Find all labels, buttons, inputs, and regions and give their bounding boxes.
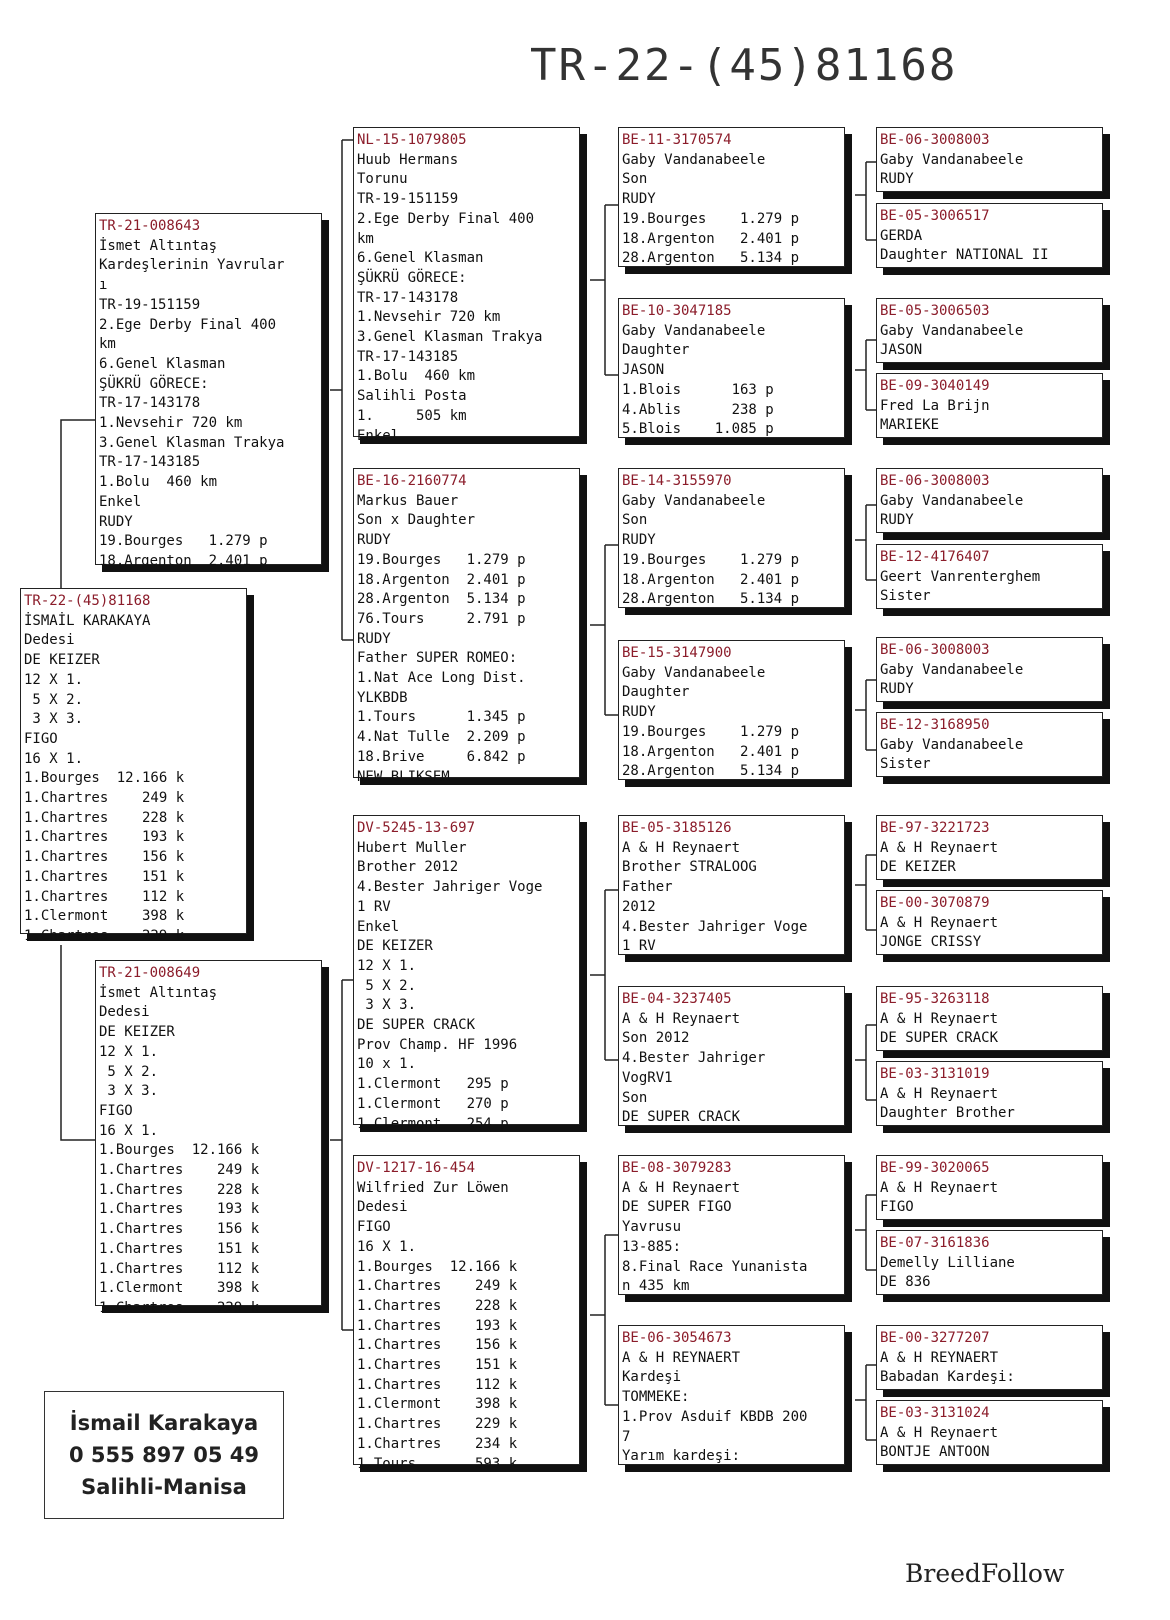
ring-number: BE-11-3170574 (622, 132, 732, 148)
pedigree-card-gggp-3[interactable] (876, 298, 1103, 363)
card-details (880, 151, 1098, 190)
pedigree-title: TR-22-(45)81168 (530, 40, 958, 91)
detail-line: 6.Genel Klasman (357, 250, 484, 267)
ring-number: BE-05-3006503 (880, 303, 990, 319)
pedigree-card-subject[interactable] (20, 588, 247, 944)
detail-line: 10 x 1. (357, 1056, 417, 1073)
detail-line: 4.Bester Jahriger Voge (357, 879, 543, 896)
detail-line: 1.Chartres 156 k (357, 1337, 518, 1354)
detail-line: A & H Reynaert (880, 1179, 999, 1196)
ring-number: BE-05-3185126 (622, 820, 732, 836)
detail-line: 5 X 2. (24, 691, 84, 708)
detail-line: 1.Chartres 228 k (357, 1297, 518, 1314)
owner-name: İsmail Karakaya (69, 1411, 259, 1435)
detail-line: FIGO (99, 1102, 133, 1119)
detail-line: JONGE CRISSY (880, 934, 982, 951)
detail-line: RUDY (357, 532, 391, 549)
detail-line: Gaby Vandanabeele (880, 322, 1024, 339)
ring-number: BE-06-3008003 (880, 642, 990, 658)
detail-line: 1.Nat Ace Long Dist. (357, 670, 526, 687)
card-details (99, 237, 317, 572)
detail-line: RUDY (622, 191, 656, 208)
pedigree-card-gggp-16[interactable] (876, 1400, 1103, 1465)
detail-line: 19.Bourges 1.279 p (99, 533, 268, 550)
detail-line: Yarım kardeşi: (622, 1448, 741, 1465)
detail-line: TOMMEKE: (622, 1389, 690, 1406)
detail-line: ŞÜKRÜ GÖRECE: (357, 269, 467, 286)
detail-line: Daughter Brother (880, 1105, 1015, 1122)
ring-number: BE-03-3131019 (880, 1066, 990, 1082)
contact-box (44, 1391, 284, 1519)
ring-number: BE-07-3161836 (880, 1235, 990, 1251)
detail-line: 1.Chartres 193 k (357, 1317, 518, 1334)
detail-line: 1.Chartres 151 k (357, 1357, 518, 1374)
detail-line: 19.Bourges 1.279 p (357, 551, 526, 568)
detail-line: 1.Clermont 398 k (357, 1396, 518, 1413)
ring-number: BE-16-2160774 (357, 473, 467, 489)
detail-line: Brother 2012 (357, 859, 459, 876)
detail-line: 1.Chartres 112 k (357, 1376, 518, 1393)
detail-line: DE KEIZER (99, 1024, 175, 1041)
detail-line: 1 RV (622, 938, 656, 955)
pedigree-card-ggp-8[interactable] (618, 1325, 845, 1465)
pedigree-card-gggp-11[interactable] (876, 986, 1103, 1051)
detail-line: A & H Reynaert (622, 1010, 741, 1027)
detail-line: 6.Genel Klasman (99, 355, 226, 372)
detail-line: Gaby Vandanabeele (880, 492, 1024, 509)
ring-number: BE-14-3155970 (622, 473, 732, 489)
detail-line: RUDY (880, 171, 914, 188)
detail-line: DE SUPER FIGO (622, 1199, 732, 1216)
detail-line: 12 X 1. (99, 1043, 159, 1060)
pedigree-card-gggp-5[interactable] (876, 468, 1103, 533)
detail-line: 1.Chartres 228 k (24, 809, 185, 826)
detail-line: Son x Daughter (357, 512, 476, 529)
detail-line: 5 X 2. (357, 977, 417, 994)
detail-line: Huub Hermans (357, 151, 459, 168)
card-details (622, 1179, 840, 1297)
detail-line: TR-19-151159 (357, 191, 459, 208)
footer-brand: BreedFollow (905, 1559, 1065, 1588)
card-details (880, 492, 1098, 531)
card-details (622, 664, 840, 782)
card-details (622, 492, 840, 610)
detail-line: 2.Ege Derby Final 400 (357, 210, 535, 227)
ring-number: BE-08-3079283 (622, 1160, 732, 1176)
detail-line: Enkel (357, 918, 400, 935)
detail-line: 13-885: (622, 1238, 682, 1255)
detail-line: 1.Chartres 249 k (99, 1162, 260, 1179)
detail-line: 3 X 3. (357, 997, 417, 1014)
detail-line: 28.Argenton 5.134 p (357, 591, 526, 608)
card-details (880, 1179, 1098, 1218)
detail-line: 1.Bourges 12.166 k (24, 770, 185, 787)
detail-line: Salihli Posta (357, 388, 467, 405)
pedigree-card-gggp-4[interactable] (876, 373, 1103, 438)
detail-line: 18.Argenton 2.401 p (357, 571, 526, 588)
detail-line: 1.Blois 163 p (622, 381, 774, 398)
ring-number: DV-5245-13-697 (357, 820, 476, 836)
detail-line: 1.Clermont 398 k (24, 908, 185, 925)
detail-line: A & H Reynaert (880, 914, 999, 931)
detail-line: FIGO (357, 1219, 391, 1236)
ring-number: BE-15-3147900 (622, 645, 732, 661)
detail-line: RUDY (622, 704, 656, 721)
detail-line: 1.Bourges 12.166 k (99, 1142, 260, 1159)
detail-line: 7 (622, 1428, 631, 1445)
detail-line: Gaby Vandanabeele (622, 492, 766, 509)
detail-line: 1 RV (357, 898, 391, 915)
detail-line: 4.Ablis 238 p (622, 401, 774, 418)
pedigree-card-gggp-13[interactable] (876, 1155, 1103, 1220)
detail-line: 28.Argenton 5.134 p (622, 591, 800, 608)
card-details (622, 839, 840, 957)
ring-number: BE-97-3221723 (880, 820, 990, 836)
detail-line: VogRV1 (622, 1069, 673, 1086)
detail-line: Babadan Kardeşi: (880, 1369, 1015, 1386)
detail-line: RUDY (880, 512, 914, 529)
detail-line: DE SUPER CRACK (622, 1109, 741, 1126)
card-details (880, 736, 1098, 775)
pedigree-card-ggp-6[interactable] (618, 986, 845, 1126)
detail-line: BONTJE ANTOON (880, 1444, 990, 1461)
detail-line: FIGO (880, 1199, 914, 1216)
detail-line: 1.Bourges 12.166 k (357, 1258, 518, 1275)
detail-line: Son 2012 (622, 1030, 690, 1047)
pedigree-card-gggp-8[interactable] (876, 712, 1103, 777)
card-details (880, 914, 1098, 953)
ring-number: TR-21-008649 (99, 965, 201, 981)
detail-line: 4.Bester Jahriger (622, 1050, 766, 1067)
detail-line: 1.Chartres 193 k (24, 829, 185, 846)
card-details (880, 397, 1098, 436)
detail-line: 16 X 1. (357, 1238, 417, 1255)
card-details (24, 612, 242, 947)
detail-line: 1.Bolu 460 km (357, 368, 476, 385)
detail-line: 19.Bourges 1.279 p (622, 210, 800, 227)
detail-line: 1.Chartres 151 k (99, 1240, 260, 1257)
detail-line: Brother STRALOOG (622, 859, 757, 876)
detail-line: MARIEKE (880, 417, 940, 434)
ring-number: BE-10-3047185 (622, 303, 732, 319)
detail-line: ŞÜKRÜ GÖRECE: (99, 375, 209, 392)
pedigree-card-gggp-2[interactable] (876, 203, 1103, 268)
card-details (880, 1424, 1098, 1463)
detail-line: 1.Bolu 460 km (99, 474, 218, 491)
ring-number: BE-06-3008003 (880, 132, 990, 148)
detail-line: 3.Genel Klasman Trakya (357, 329, 543, 346)
detail-line: 18.Argenton 2.401 p (99, 552, 268, 569)
detail-line: 1.Chartres 234 k (357, 1435, 518, 1452)
card-details (880, 1010, 1098, 1049)
ring-number: BE-06-3054673 (622, 1330, 732, 1346)
detail-line: Prov Champ. HF 1996 (357, 1036, 518, 1053)
detail-line: 1.Clermont 270 p (357, 1095, 509, 1112)
detail-line: GERDA (880, 227, 923, 244)
detail-line: İsmet Altıntaş (99, 984, 218, 1001)
detail-line: Gaby Vandanabeele (622, 664, 766, 681)
detail-line: İSMAİL KARAKAYA (24, 612, 151, 629)
detail-line: TR-17-143178 (99, 395, 201, 412)
ring-number: BE-00-3070879 (880, 895, 990, 911)
detail-line: Daughter (622, 684, 690, 701)
detail-line: RUDY (99, 513, 133, 530)
detail-line: 1.Chartres 112 k (99, 1260, 260, 1277)
detail-line: RUDY (357, 630, 391, 647)
detail-line: Sister (880, 588, 931, 605)
detail-line: 16 X 1. (24, 750, 84, 767)
ring-number: TR-22-(45)81168 (24, 593, 151, 609)
pedigree-card-gggp-9[interactable] (876, 815, 1103, 880)
detail-line: 1.Chartres 249 k (357, 1278, 518, 1295)
detail-line: TR-17-143185 (99, 454, 201, 471)
detail-line: 1.Tours 1.345 p (357, 709, 526, 726)
card-details (357, 1179, 575, 1475)
card-details (622, 1349, 840, 1467)
card-details (880, 661, 1098, 700)
detail-line: 1.Nevsehir 720 km (357, 309, 501, 326)
pedigree-card-gggp-15[interactable] (876, 1325, 1103, 1390)
detail-line: A & H Reynaert (622, 1179, 741, 1196)
detail-line: 5 X 2. (99, 1063, 159, 1080)
detail-line: İsmet Altıntaş (99, 237, 218, 254)
detail-line: 76.Tours 2.791 p (357, 610, 526, 627)
pedigree-card-grandsire-maternal[interactable] (353, 815, 580, 1132)
detail-line: 1.Chartres 112 k (24, 888, 185, 905)
detail-line: Father (622, 879, 673, 896)
ring-number: BE-12-4176407 (880, 549, 990, 565)
detail-line: 3.Genel Klasman Trakya (99, 434, 285, 451)
detail-line: YLKBDB (357, 689, 408, 706)
detail-line: A & H Reynaert (880, 839, 999, 856)
ring-number: NL-15-1079805 (357, 132, 467, 148)
card-details (357, 839, 575, 1135)
detail-line: Enkel (357, 427, 400, 444)
detail-line: n 435 km (622, 1278, 690, 1295)
detail-line: Dedesi (99, 1004, 150, 1021)
ring-number: BE-95-3263118 (880, 991, 990, 1007)
detail-line: km (357, 230, 374, 247)
detail-line: FIGO (24, 730, 58, 747)
pedigree-card-gggp-1[interactable] (876, 127, 1103, 192)
detail-line: Hubert Muller (357, 839, 467, 856)
detail-line: 18.Brive 6.842 p (357, 748, 526, 765)
detail-line: Wilfried Zur Löwen (357, 1179, 509, 1196)
detail-line: 1.Chartres 229 k (24, 927, 185, 944)
detail-line: 1.Clermont 295 p (357, 1076, 509, 1093)
detail-line: 1.Chartres 229 k (99, 1299, 260, 1316)
detail-line: A & H Reynaert (880, 1424, 999, 1441)
pedigree-card-sire[interactable] (95, 213, 322, 569)
detail-line: 1.Tours 593 k (357, 1455, 518, 1472)
card-details (880, 839, 1098, 878)
detail-line: DE KEIZER (880, 859, 956, 876)
detail-line: Demelly Lilliane (880, 1254, 1015, 1271)
detail-line: A & H Reynaert (880, 1085, 999, 1102)
detail-line: 1.Chartres 156 k (99, 1221, 260, 1238)
detail-line: Son (622, 171, 648, 188)
ring-number: BE-09-3040149 (880, 378, 990, 394)
detail-line: 12 X 1. (357, 957, 417, 974)
detail-line: DE SUPER CRACK (357, 1017, 476, 1034)
ring-number: BE-04-3237405 (622, 991, 732, 1007)
pedigree-card-gggp-14[interactable] (876, 1230, 1103, 1295)
pedigree-card-ggp-2[interactable] (618, 298, 845, 438)
detail-line: Torunu (357, 171, 408, 188)
card-details (880, 1254, 1098, 1293)
detail-line: 1.Chartres 193 k (99, 1201, 260, 1218)
detail-line: Father SUPER ROMEO: (357, 650, 518, 667)
detail-line: 28.Argenton 5.134 p (622, 763, 800, 780)
detail-line: Daughter NATIONAL II (880, 247, 1049, 264)
pedigree-card-ggp-5[interactable] (618, 815, 845, 955)
detail-line: DE KEIZER (24, 652, 100, 669)
card-details (99, 984, 317, 1319)
detail-line: JASON (880, 342, 923, 359)
detail-line: 1.Chartres 151 k (24, 868, 185, 885)
detail-line: 1.Nevsehir 720 km (99, 415, 243, 432)
detail-line: RUDY (880, 681, 914, 698)
ring-number: TR-21-008643 (99, 218, 201, 234)
detail-line: DE 836 (880, 1274, 931, 1291)
detail-line: Son (622, 512, 648, 529)
detail-line: 8.Final Race Yunanista (622, 1258, 808, 1275)
pedigree-card-ggp-4[interactable] (618, 640, 845, 780)
pedigree-card-gggp-12[interactable] (876, 1061, 1103, 1126)
detail-line: Yavrusu (622, 1219, 682, 1236)
detail-line: 18.Argenton 2.401 p (622, 230, 800, 247)
detail-line: Dedesi (357, 1199, 408, 1216)
detail-line: 1.Prov Asduif KBDB 200 (622, 1408, 808, 1425)
detail-line: Fred La Brijn (880, 397, 990, 414)
pedigree-card-ggp-3[interactable] (618, 468, 845, 608)
detail-line: 1.Chartres 229 k (357, 1416, 518, 1433)
detail-line: 5.Blois 1.085 p (622, 421, 774, 438)
ring-number: BE-00-3277207 (880, 1330, 990, 1346)
detail-line: Gaby Vandanabeele (880, 661, 1024, 678)
detail-line: Dedesi (24, 632, 75, 649)
detail-line: TR-19-151159 (99, 296, 201, 313)
card-details (880, 568, 1098, 607)
detail-line: 1.Chartres 249 k (24, 790, 185, 807)
detail-line: 12 X 1. (24, 671, 84, 688)
pedigree-card-gggp-7[interactable] (876, 637, 1103, 702)
detail-line: 18.Argenton 2.401 p (622, 743, 800, 760)
card-details (880, 1085, 1098, 1124)
owner-location: Salihli-Manisa (81, 1475, 247, 1499)
detail-line: 28.Argenton 5.134 p (622, 250, 800, 267)
detail-line: Gaby Vandanabeele (880, 151, 1024, 168)
detail-line: 18.Argenton 2.401 p (622, 571, 800, 588)
detail-line: DE KEIZER (357, 938, 433, 955)
detail-line: A & H REYNAERT (880, 1349, 999, 1366)
card-details (880, 1349, 1098, 1388)
card-details (622, 322, 840, 440)
detail-line: A & H REYNAERT (622, 1349, 741, 1366)
ring-number: BE-12-3168950 (880, 717, 990, 733)
pedigree-card-granddam-paternal[interactable] (353, 468, 580, 785)
detail-line: 4.Nat Tulle 2.209 p (357, 729, 526, 746)
detail-line: 4.Bester Jahriger Voge (622, 918, 808, 935)
pedigree-card-gggp-6[interactable] (876, 544, 1103, 609)
pedigree-card-grandsire-paternal[interactable] (353, 127, 580, 444)
ring-number: BE-05-3006517 (880, 208, 990, 224)
pedigree-card-ggp-1[interactable] (618, 127, 845, 267)
card-details (622, 151, 840, 269)
card-details (622, 1010, 840, 1128)
ring-number: BE-99-3020065 (880, 1160, 990, 1176)
detail-line: 1.Chartres 156 k (24, 849, 185, 866)
pedigree-card-ggp-7[interactable] (618, 1155, 845, 1295)
detail-line: RUDY (622, 532, 656, 549)
owner-phone: 0 555 897 05 49 (69, 1443, 259, 1467)
detail-line: TR-17-143185 (357, 348, 459, 365)
ring-number: BE-03-3131024 (880, 1405, 990, 1421)
detail-line: Markus Bauer (357, 492, 459, 509)
card-details (357, 151, 575, 447)
detail-line: JASON (622, 362, 665, 379)
pedigree-card-gggp-10[interactable] (876, 890, 1103, 955)
detail-line: DE SUPER CRACK (880, 1030, 999, 1047)
ring-number: DV-1217-16-454 (357, 1160, 476, 1176)
detail-line: Geert Vanrenterghem (880, 568, 1041, 585)
detail-line: 19.Bourges 1.279 p (622, 723, 800, 740)
detail-line: 3 X 3. (99, 1083, 159, 1100)
detail-line: 1.Clermont 254 p (357, 1115, 509, 1132)
detail-line: 2012 (622, 898, 656, 915)
card-details (880, 322, 1098, 361)
detail-line: ı (99, 277, 108, 294)
detail-line: NEW BLIKSEM (357, 768, 450, 785)
detail-line: 19.Bourges 1.279 p (622, 551, 800, 568)
detail-line: A & H Reynaert (622, 839, 741, 856)
detail-line: 1.Clermont 398 k (99, 1280, 260, 1297)
detail-line: 16 X 1. (99, 1122, 159, 1139)
card-details (357, 492, 575, 788)
detail-line: Gaby Vandanabeele (622, 151, 766, 168)
detail-line: Enkel (99, 493, 142, 510)
pedigree-card-dam[interactable] (95, 960, 322, 1316)
detail-line: km (99, 336, 116, 353)
detail-line: 2.Ege Derby Final 400 (99, 316, 277, 333)
detail-line: Kardeşi (622, 1369, 682, 1386)
ring-number: BE-06-3008003 (880, 473, 990, 489)
detail-line: 1. 505 km (357, 407, 467, 424)
detail-line: Sister (880, 756, 931, 773)
detail-line: Son (622, 1089, 648, 1106)
detail-line: 3 X 3. (24, 711, 84, 728)
detail-line: 1.Chartres 228 k (99, 1181, 260, 1198)
detail-line: Kardeşlerinin Yavrular (99, 257, 285, 274)
detail-line: Gaby Vandanabeele (880, 736, 1024, 753)
detail-line: Daughter (622, 342, 690, 359)
detail-line: Gaby Vandanabeele (622, 322, 766, 339)
detail-line: A & H Reynaert (880, 1010, 999, 1027)
pedigree-card-granddam-maternal[interactable] (353, 1155, 580, 1472)
detail-line: TR-17-143178 (357, 289, 459, 306)
card-details (880, 227, 1098, 266)
